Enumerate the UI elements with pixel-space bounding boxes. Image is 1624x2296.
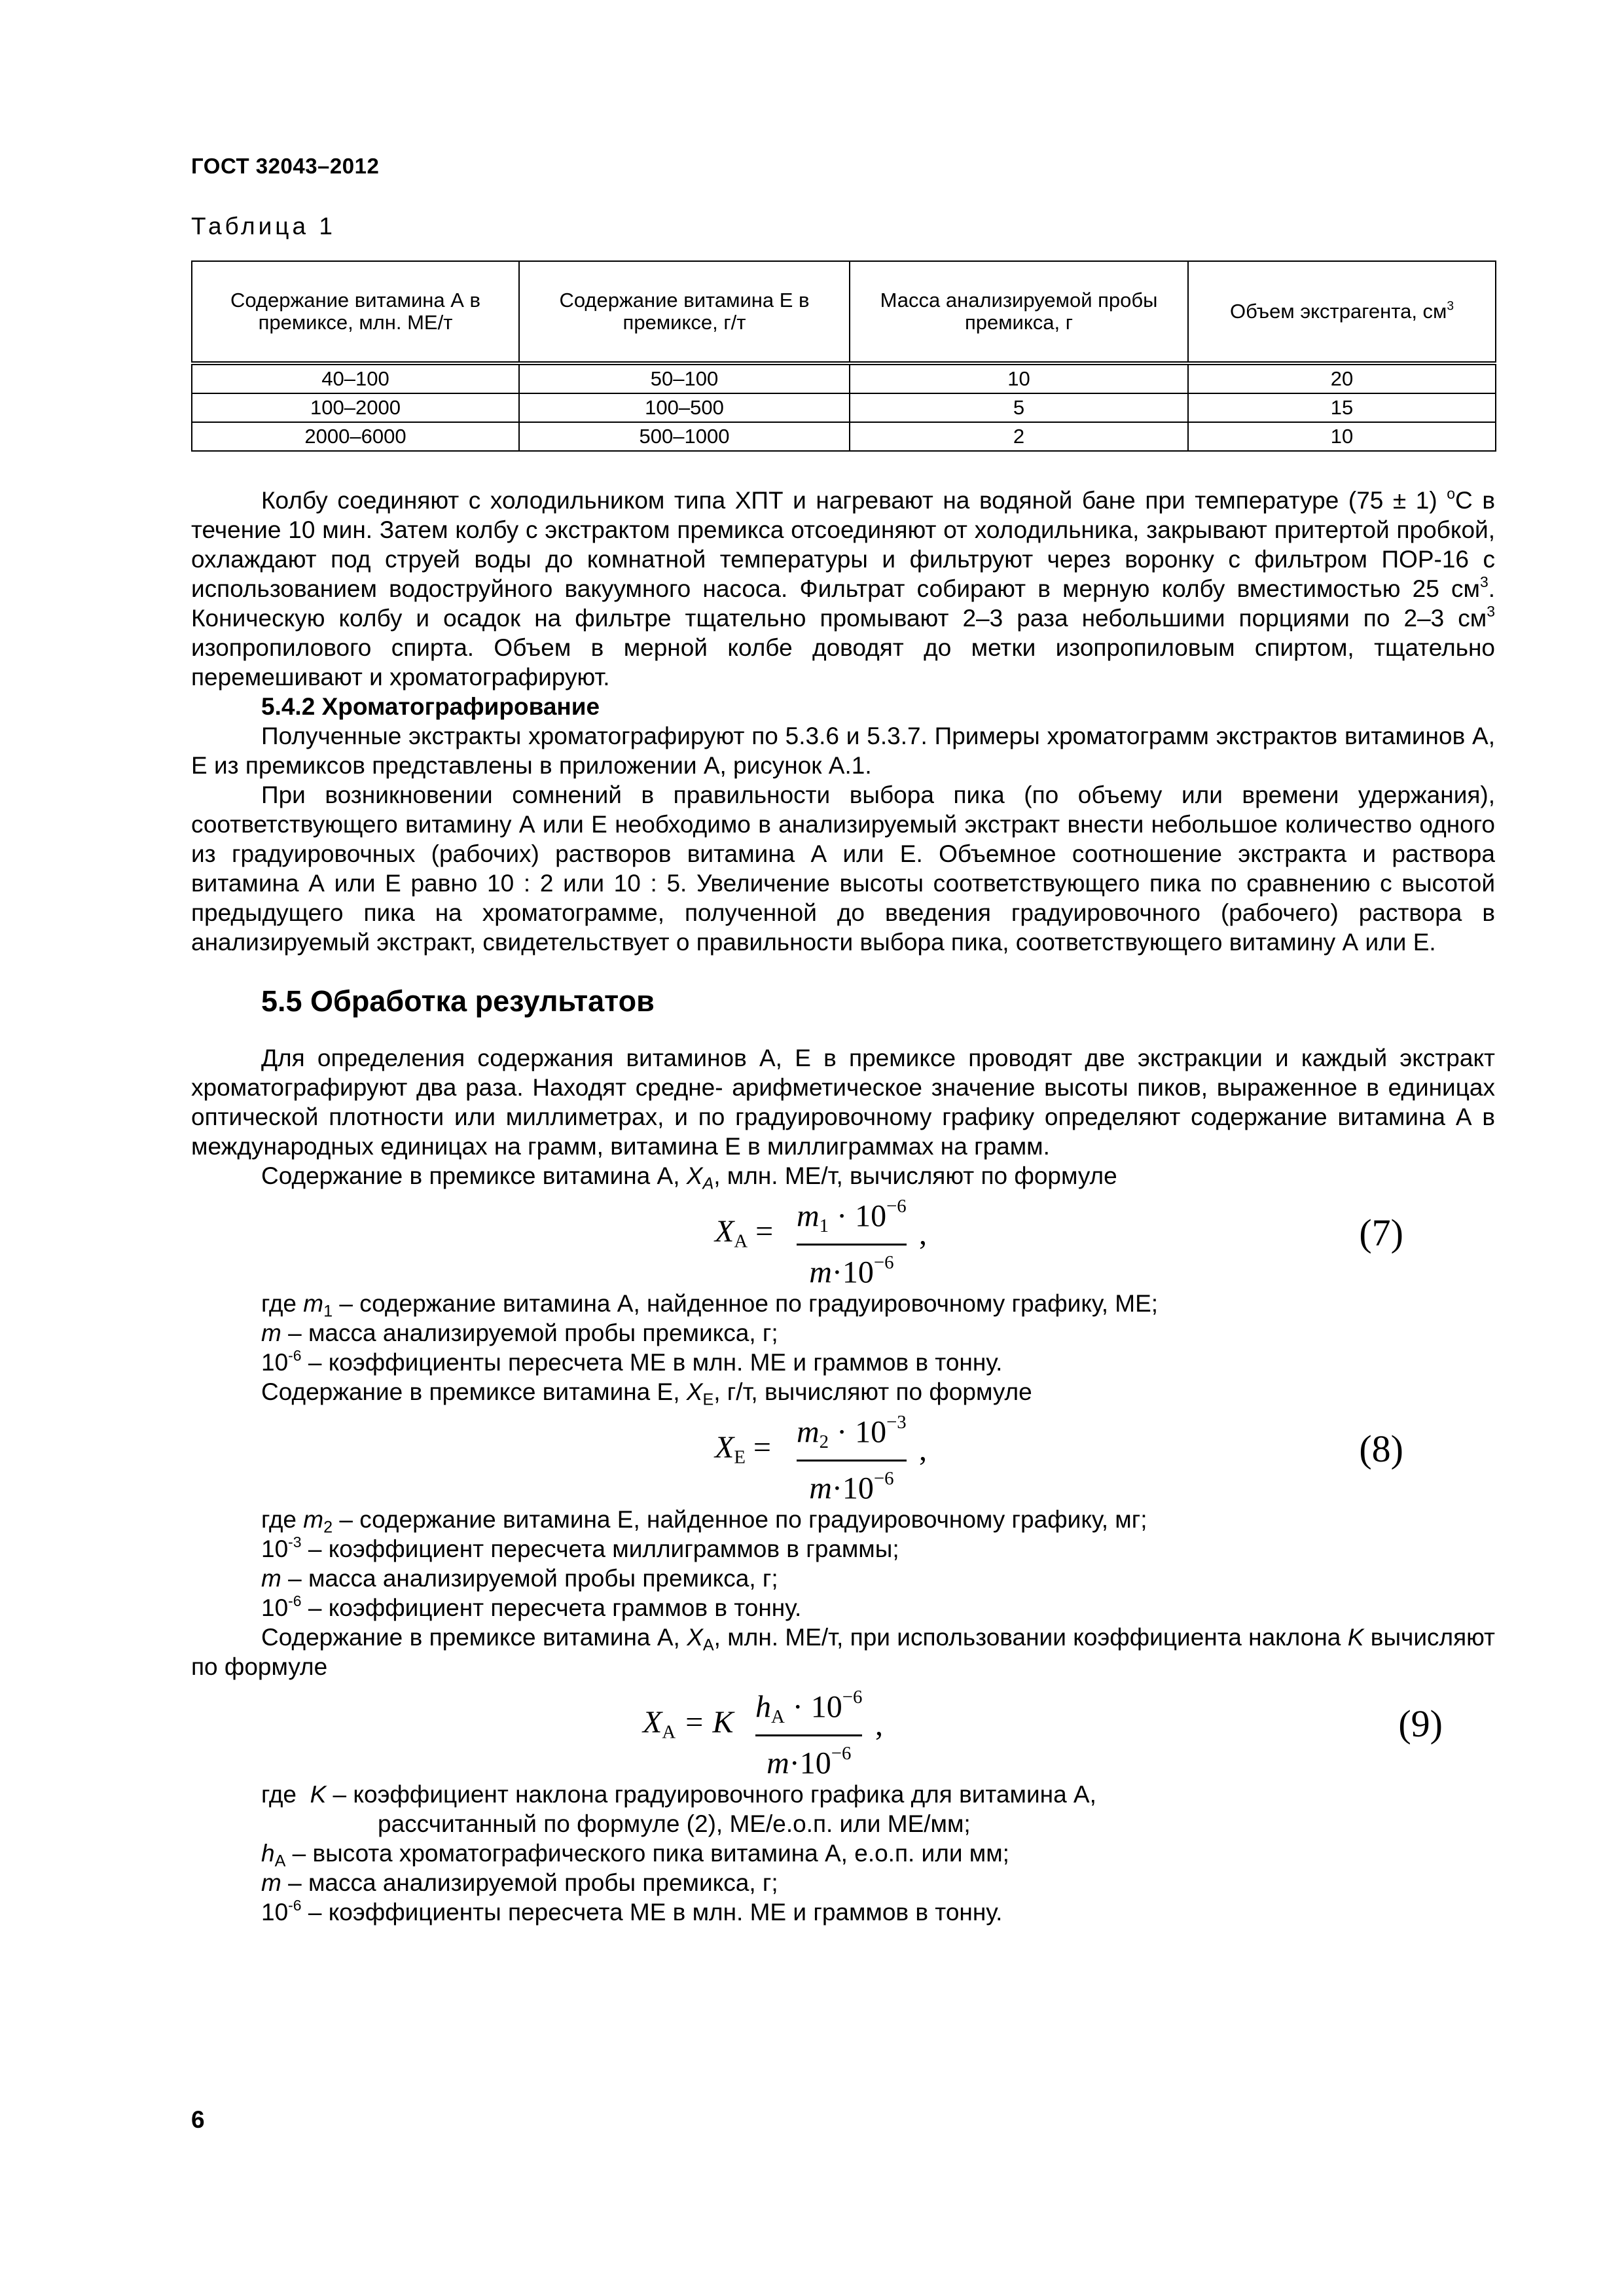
definition bbox=[191, 1593, 1495, 1623]
variable: m bbox=[767, 1746, 789, 1781]
formula-fraction bbox=[755, 1683, 863, 1781]
subscript: A bbox=[702, 1174, 714, 1193]
variable: m bbox=[809, 1471, 832, 1506]
definition-continuation: рассчитанный по формуле (2), МЕ/е.о.п. или МЕ/мм; bbox=[378, 1810, 971, 1837]
fraction-bar bbox=[755, 1734, 862, 1736]
formula-comma: , bbox=[875, 1708, 883, 1742]
variable: K bbox=[1347, 1624, 1364, 1651]
variable: K bbox=[310, 1781, 327, 1808]
text-run: Содержание в премиксе витамина А, bbox=[261, 1162, 687, 1189]
degree-sign: о bbox=[1447, 485, 1456, 503]
paragraph-extracts: Полученные экстракты хроматографируют по 5.3.6 и 5.3.7. Примеры хроматограмм экстрактов витаминов А, Е из премиксов представлены в приложении А, рисунок А.1. bbox=[191, 723, 1495, 779]
text-run: – коэффициент пересчета граммов в тонну. bbox=[301, 1594, 802, 1621]
formula-number: (8) bbox=[1359, 1427, 1403, 1470]
text-run: , млн. МЕ/т, при использовании коэффициента наклона bbox=[713, 1624, 1348, 1651]
variable: X bbox=[715, 1214, 734, 1249]
text-run: где bbox=[261, 1290, 304, 1317]
formula-number: (9) bbox=[1398, 1702, 1443, 1745]
fraction-numerator bbox=[797, 1192, 907, 1241]
formula-8-definitions bbox=[191, 1505, 1495, 1623]
text-run: вычисляют по формуле bbox=[191, 1624, 1496, 1680]
table-cell: 100–2000 bbox=[192, 393, 519, 422]
definition bbox=[191, 1505, 1495, 1537]
text-run: С в течение 10 мин. Затем колбу с экстрактом премикса отсоединяют от холодильника, закрывают притертой пробкой, охлаждают под струей воды до комнатной температуры и фильтруют через воронку с фильтром ПОР-16 с использованием водоструйного вакуумного насоса. Фильтрат собирают в мерную колбу вместимостью 25 см bbox=[191, 487, 1495, 602]
variable: m bbox=[261, 1319, 281, 1346]
definition bbox=[191, 1868, 1495, 1897]
formula-fraction bbox=[797, 1192, 907, 1290]
paragraph-flask bbox=[191, 486, 1495, 692]
multiplier: · 10 bbox=[792, 1689, 842, 1725]
table-cell: 40–100 bbox=[192, 363, 519, 393]
vitamin-table bbox=[191, 260, 1496, 452]
subscript: A bbox=[771, 1706, 785, 1728]
text-run: 10 bbox=[261, 1349, 289, 1376]
text-run: – содержание витамина Е, найденное по градуировочному графику, мг; bbox=[333, 1506, 1147, 1533]
subsection-heading: 5.4.2 Хроматографирование bbox=[261, 693, 600, 720]
definition bbox=[191, 1289, 1495, 1321]
subscript: A bbox=[274, 1852, 286, 1871]
variable: X bbox=[687, 1624, 703, 1651]
multiplier: ·10 bbox=[789, 1746, 831, 1781]
formula-lhs: XE = bbox=[715, 1430, 771, 1468]
table-cell: 5 bbox=[850, 393, 1188, 422]
superscript: 3 bbox=[1479, 573, 1489, 591]
table-cell: 20 bbox=[1188, 363, 1496, 393]
text-run: , г/т, вычисляют по формуле bbox=[713, 1378, 1032, 1405]
variable: h bbox=[261, 1840, 275, 1867]
formula-9 bbox=[191, 1681, 1495, 1780]
formula-lhs: XA = bbox=[715, 1214, 774, 1252]
text-run: 10 bbox=[261, 1535, 289, 1562]
fraction-denominator bbox=[755, 1739, 862, 1781]
table-cell: 2 bbox=[850, 422, 1188, 451]
table-row bbox=[192, 363, 1496, 393]
text-run: – коэффициент наклона градуировочного графика для витамина А, bbox=[326, 1781, 1096, 1808]
definition bbox=[191, 1897, 1495, 1927]
table-header-cell: Содержание витамина Е в премиксе, г/т bbox=[519, 261, 850, 363]
definition bbox=[191, 1318, 1495, 1348]
fraction-numerator bbox=[755, 1683, 862, 1732]
document-header: ГОСТ 32043–2012 bbox=[191, 154, 380, 178]
subscript: 2 bbox=[819, 1431, 829, 1453]
text-run: , млн. МЕ/т, вычисляют по формуле bbox=[713, 1162, 1117, 1189]
exponent: −3 bbox=[886, 1412, 907, 1433]
variable: m bbox=[261, 1869, 281, 1896]
definition bbox=[191, 1780, 1495, 1809]
exponent: -6 bbox=[288, 1897, 302, 1914]
paragraph-formula8-intro bbox=[191, 1377, 1495, 1407]
subscript: 2 bbox=[323, 1518, 333, 1537]
exponent: -3 bbox=[288, 1534, 302, 1551]
table-cell: 100–500 bbox=[519, 393, 850, 422]
variable: m bbox=[303, 1290, 324, 1317]
text-run: изопропилового спирта. Объем в мерной колбе доводят до метки изопропиловым спиртом, тщательно перемешивают и хроматографируют. bbox=[191, 634, 1495, 691]
text-run: 10 bbox=[261, 1899, 289, 1926]
text-run: – масса анализируемой пробы премикса, г; bbox=[281, 1319, 778, 1346]
table-row bbox=[192, 422, 1496, 451]
fraction-numerator bbox=[797, 1408, 907, 1457]
fraction-bar bbox=[797, 1244, 907, 1246]
variable: h bbox=[755, 1689, 771, 1725]
table-header-cell: Содержание витамина А в премиксе, млн. МЕ/т bbox=[192, 261, 519, 363]
subscript: E bbox=[734, 1446, 746, 1468]
variable: X bbox=[686, 1162, 703, 1189]
exponent: −6 bbox=[873, 1468, 894, 1490]
superscript: 3 bbox=[1487, 603, 1495, 620]
exponent: −6 bbox=[842, 1687, 863, 1708]
exponent: −6 bbox=[873, 1252, 894, 1274]
variable: X bbox=[715, 1430, 734, 1465]
text-run: Содержание в премиксе витамина Е, bbox=[261, 1378, 687, 1405]
table-row bbox=[192, 393, 1496, 422]
exponent: −6 bbox=[886, 1196, 907, 1217]
variable: m bbox=[809, 1255, 832, 1290]
table-cell: 2000–6000 bbox=[192, 422, 519, 451]
page-number: 6 bbox=[191, 2106, 205, 2133]
multiplier: ·10 bbox=[831, 1471, 874, 1506]
formula-comma: , bbox=[919, 1433, 927, 1467]
fraction-bar bbox=[797, 1460, 907, 1462]
table-header-cell bbox=[1188, 261, 1496, 363]
subscript: A bbox=[734, 1230, 748, 1252]
variable: X bbox=[643, 1705, 662, 1740]
text-run: где bbox=[261, 1506, 304, 1533]
exponent: -6 bbox=[288, 1592, 302, 1610]
formula-number: (7) bbox=[1359, 1211, 1403, 1254]
table-cell: 10 bbox=[1188, 422, 1496, 451]
definition bbox=[191, 1348, 1495, 1377]
variable: m bbox=[797, 1198, 820, 1234]
variable: m bbox=[261, 1565, 281, 1592]
text-run: 10 bbox=[261, 1594, 289, 1621]
table-caption: Таблица 1 bbox=[191, 213, 336, 240]
subscript: 1 bbox=[819, 1215, 829, 1237]
exponent: −6 bbox=[831, 1743, 852, 1765]
text-run: – содержание витамина А, найденное по градуировочному графику, МЕ; bbox=[333, 1290, 1159, 1317]
text-run: – коэффициенты пересчета МЕ в млн. МЕ и граммов в тонну. bbox=[301, 1349, 1003, 1376]
variable: m bbox=[303, 1506, 324, 1533]
fraction-denominator bbox=[797, 1248, 907, 1290]
multiplier: ·10 bbox=[831, 1255, 874, 1290]
subscript: E bbox=[702, 1390, 714, 1409]
table-header-text: Объем экстрагента, см bbox=[1229, 300, 1447, 323]
formula-8 bbox=[191, 1407, 1495, 1505]
paragraph-determination: Для определения содержания витаминов А, Е в премиксе проводят две экстракции и каждый экстракт хроматографируют два раза. Находят средне- арифметическое значение высоты пиков, выраженное в единицах оптической плотности или миллиметрах, и по градуировочному графику определяют содержание витамина А в международных единицах на грамм, витамина Е в миллиграммах на грамм. bbox=[191, 1045, 1495, 1160]
subscript: A bbox=[702, 1636, 714, 1655]
multiplier: · 10 bbox=[837, 1198, 887, 1234]
definition bbox=[191, 1839, 1495, 1871]
formula-7-definitions bbox=[191, 1289, 1495, 1377]
fraction-denominator bbox=[797, 1464, 907, 1506]
text-run: Содержание в премиксе витамина А, bbox=[261, 1624, 687, 1651]
definition bbox=[191, 1564, 1495, 1593]
exponent: -6 bbox=[288, 1347, 302, 1365]
coefficient: = K bbox=[683, 1705, 734, 1740]
paragraph-doubts: При возникновении сомнений в правильности выбора пика (по объему или времени удержания), соответствующего витамину А или Е необходимо в анализируемый экстракт внести небольшое количество одного из градуировочных (рабочих) растворов витамина А или Е. Объемное соотношение экстракта и раствора витамина А или Е равно 10 : 2 или 10 : 5. Увеличение высоты соответствующего пика по сравнению с высотой предыдущего пика на хроматограмме, полученной до введения градуировочного (рабочего) раствора в анализируемый экстракт, свидетельствует о правильности выбора пика, соответствующего витамину А или Е. bbox=[191, 781, 1495, 956]
paragraph-formula9-intro bbox=[191, 1623, 1495, 1681]
text-run: Колбу соединяют с холодильником типа ХПТ и нагревают на водяной бане при температуре (75 ± 1) bbox=[261, 487, 1437, 514]
formula-9-definitions bbox=[191, 1780, 1495, 1927]
formula-fraction bbox=[797, 1408, 907, 1506]
table-cell: 50–100 bbox=[519, 363, 850, 393]
subscript: 1 bbox=[323, 1302, 333, 1321]
paragraph-formula7-intro bbox=[191, 1161, 1495, 1191]
formula-comma: , bbox=[919, 1217, 927, 1251]
text-run: – высота хроматографического пика витамина А, е.о.п. или мм; bbox=[285, 1840, 1009, 1867]
text-run: – коэффициент пересчета миллиграммов в граммы; bbox=[301, 1535, 899, 1562]
text-run: – масса анализируемой пробы премикса, г; bbox=[281, 1565, 778, 1592]
table-cell: 500–1000 bbox=[519, 422, 850, 451]
table-cell: 15 bbox=[1188, 393, 1496, 422]
table-header-sup: 3 bbox=[1447, 299, 1454, 314]
table-header-row bbox=[192, 261, 1496, 363]
variable: X bbox=[686, 1378, 703, 1405]
text-run: – коэффициенты пересчета МЕ в млн. МЕ и граммов в тонну. bbox=[301, 1899, 1003, 1926]
subscript: A bbox=[662, 1721, 676, 1743]
text-run: . Коническую колбу и осадок на фильтре тщательно промывают 2–3 раза небольшими порциями по 2–3 см bbox=[191, 575, 1495, 632]
text-run: где bbox=[261, 1781, 310, 1808]
text-run: – масса анализируемой пробы премикса, г; bbox=[281, 1869, 778, 1896]
definition bbox=[191, 1534, 1495, 1564]
table-header-cell: Масса анализируемой пробы премикса, г bbox=[850, 261, 1188, 363]
formula-lhs bbox=[643, 1705, 734, 1748]
formula-7 bbox=[191, 1191, 1495, 1289]
table-cell: 10 bbox=[850, 363, 1188, 393]
multiplier: · 10 bbox=[837, 1414, 887, 1450]
body-text bbox=[191, 486, 1495, 1927]
section-heading: 5.5 Обработка результатов bbox=[261, 984, 655, 1018]
variable: m bbox=[797, 1414, 820, 1450]
